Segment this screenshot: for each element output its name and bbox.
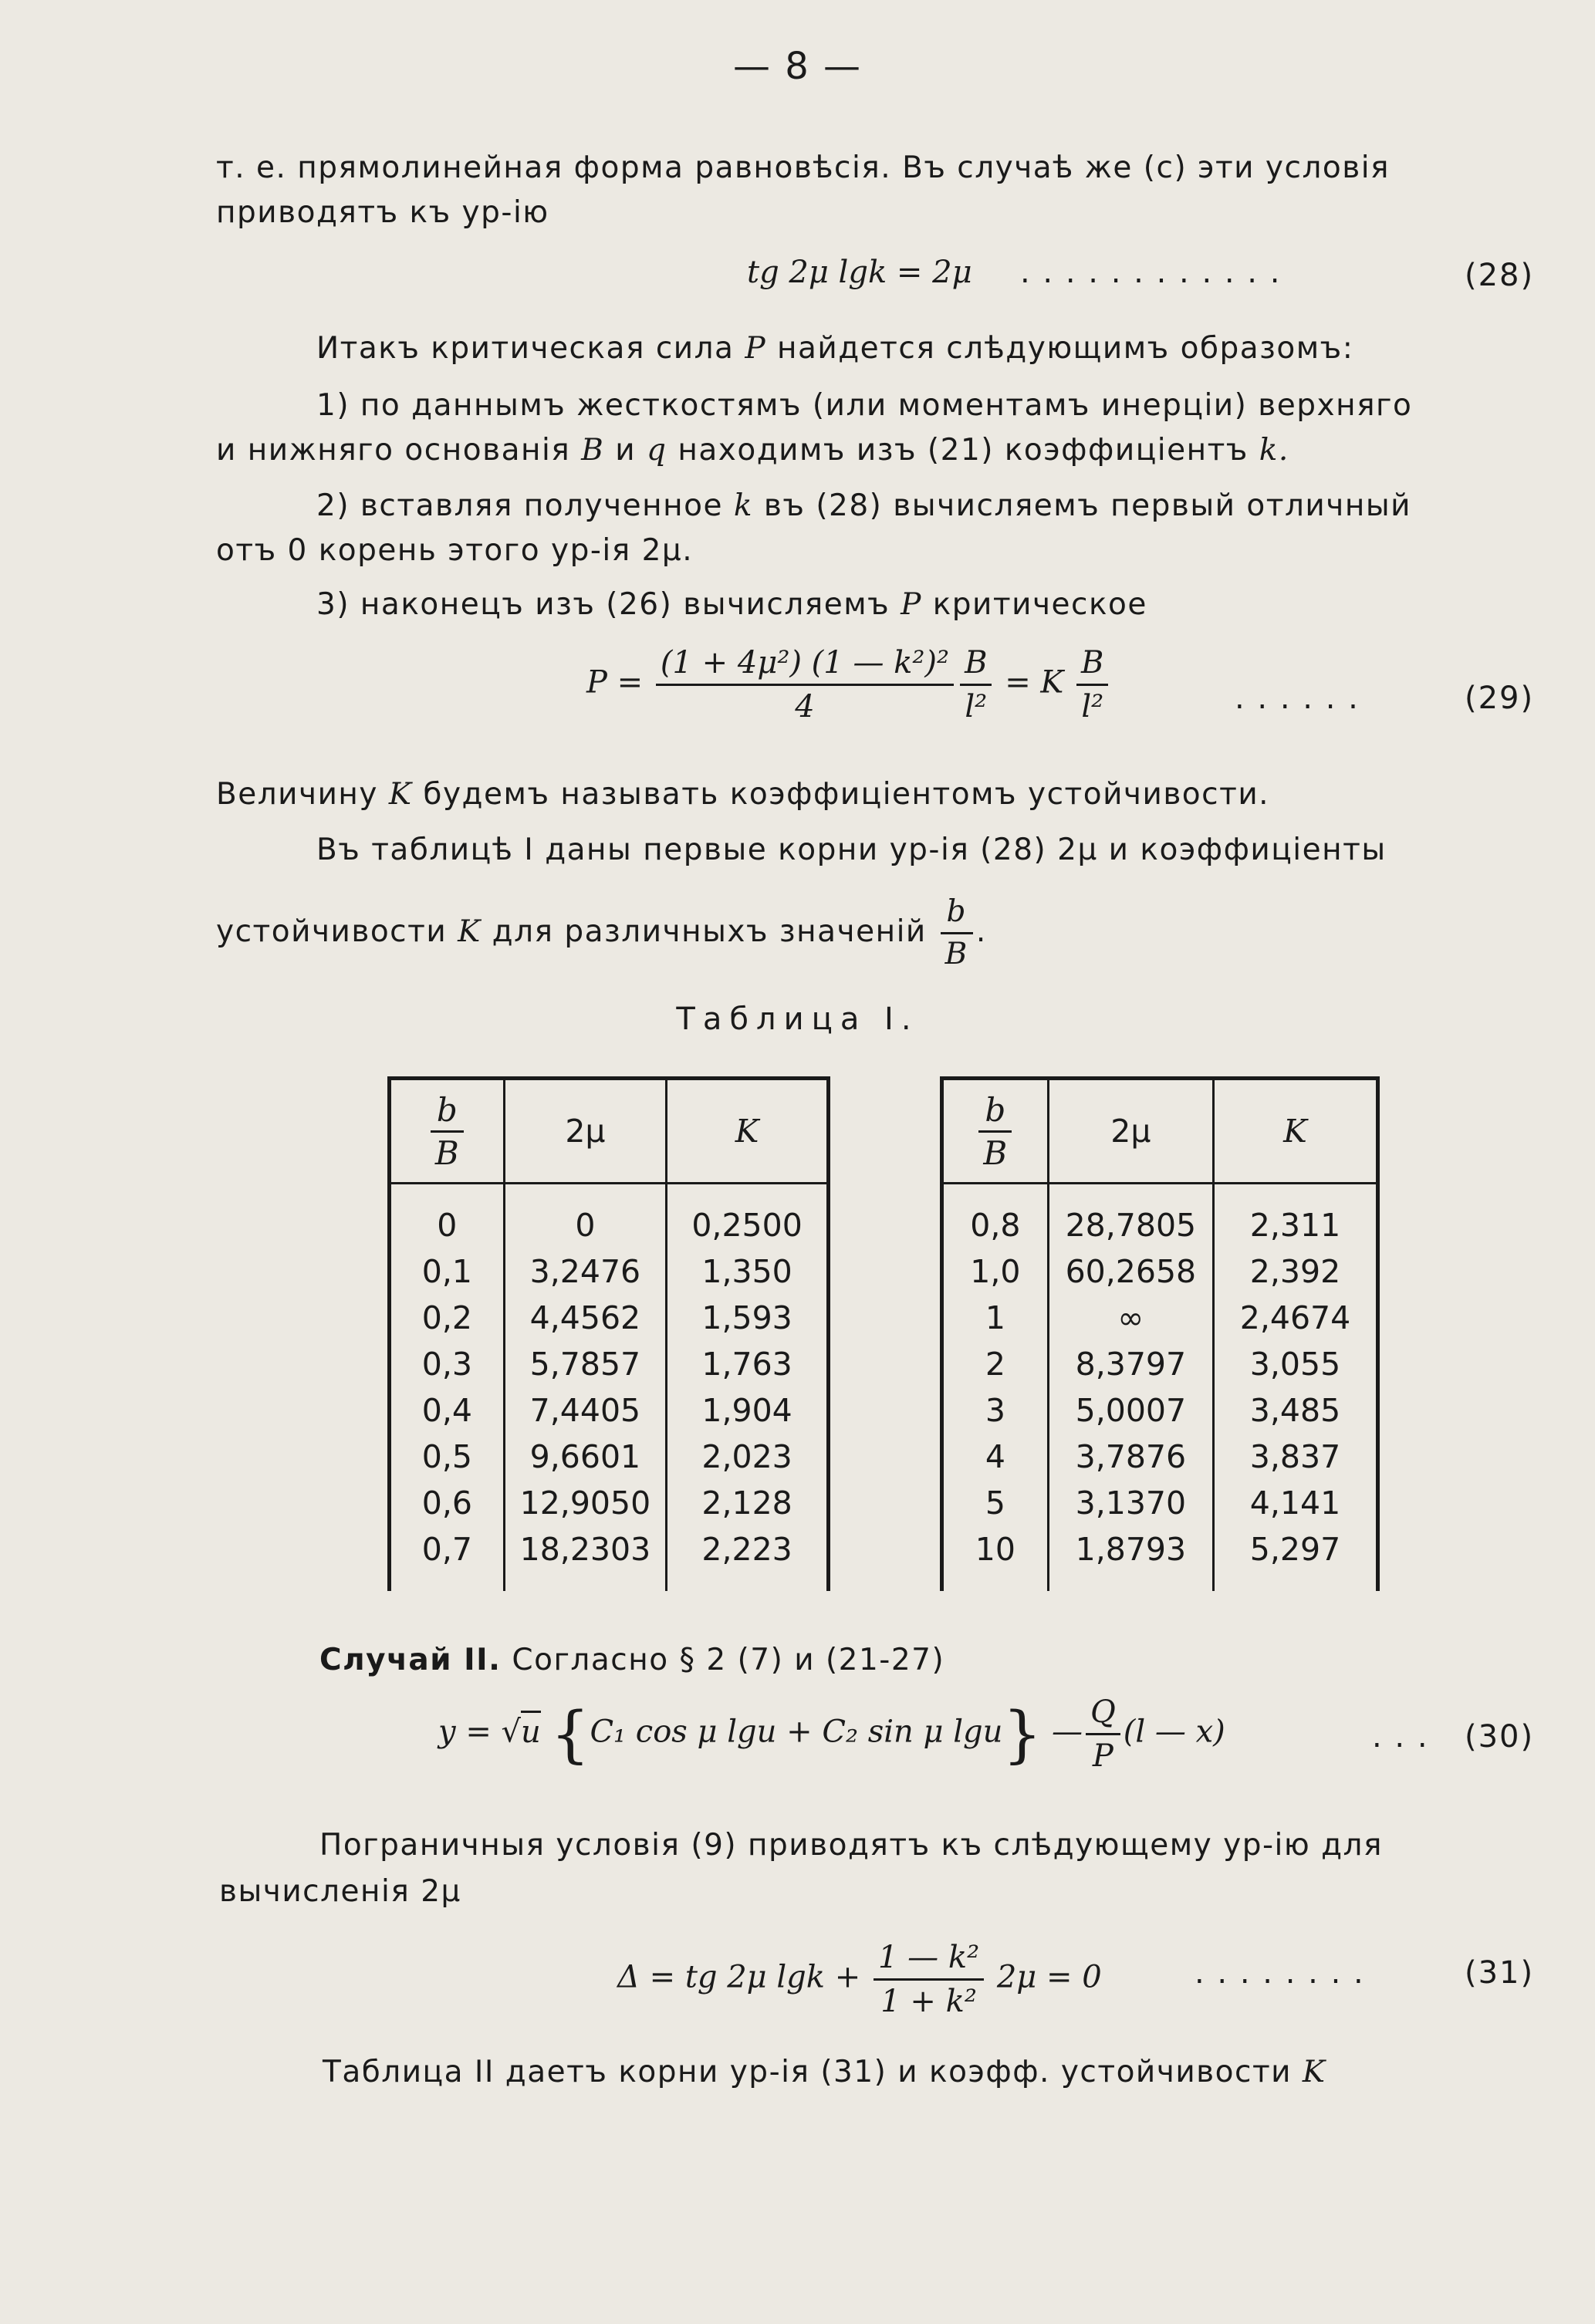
table-row	[390, 1387, 829, 1434]
table-row	[942, 1248, 1378, 1295]
cell: 60,2658	[1048, 1248, 1213, 1295]
cell: ∞	[1048, 1295, 1213, 1341]
cell: 0,6	[390, 1480, 505, 1526]
cell: 5,7857	[504, 1341, 666, 1387]
header-2mu: 2μ	[504, 1079, 666, 1184]
cell: 10	[942, 1526, 1049, 1572]
text-run: и нижняго основанія	[216, 433, 582, 468]
symbol: q	[646, 433, 667, 468]
text-run: Величину	[216, 777, 389, 812]
eq-tail: (l — x)	[1123, 1714, 1225, 1750]
cell: 3	[942, 1387, 1049, 1434]
table-row	[942, 1387, 1378, 1434]
cell: 3,055	[1213, 1341, 1377, 1387]
cell: 2,128	[667, 1480, 829, 1526]
equation-number: (28)	[1465, 258, 1535, 293]
equation-dots: . . . . . .	[1235, 681, 1360, 716]
symbol: K	[458, 914, 482, 949]
table-row	[390, 1434, 829, 1480]
eq-lhs: y =	[438, 1714, 492, 1750]
equation-dots: . . . . . . . . . . . .	[1020, 255, 1282, 290]
symbol: P	[745, 331, 767, 366]
equation-30	[438, 1694, 1225, 1774]
denominator: 4	[795, 689, 815, 725]
denominator: 1 + k²	[880, 1984, 977, 2019]
cell: 5,297	[1213, 1526, 1377, 1572]
fraction	[656, 645, 954, 725]
table-row	[942, 1434, 1378, 1480]
cell: 2	[942, 1341, 1049, 1387]
cell: 1,593	[667, 1295, 829, 1341]
table-header	[942, 1079, 1378, 1184]
header-K: K	[667, 1079, 829, 1184]
paragraph-line	[216, 426, 1289, 475]
table-row	[390, 1526, 829, 1572]
text-run: будемъ называть коэффиціентомъ устойчивости.	[412, 777, 1270, 812]
text-run: 3) наконецъ изъ (26) вычисляемъ	[316, 587, 901, 622]
case-heading: Случай II.	[319, 1643, 502, 1677]
table-row	[390, 1248, 829, 1295]
cell: 8,3797	[1048, 1341, 1213, 1387]
brace-content: C₁ cos μ lgu + C₂ sin μ lgu	[590, 1714, 1003, 1750]
cell: 18,2303	[504, 1526, 666, 1572]
equation-dots: . . .	[1372, 1719, 1429, 1755]
denominator: B	[944, 937, 968, 971]
cell: 4,4562	[504, 1295, 666, 1341]
equation-number: (29)	[1465, 681, 1535, 716]
cell: 0,7	[390, 1526, 505, 1572]
numerator: B	[1076, 645, 1108, 686]
header-K: K	[1213, 1079, 1377, 1184]
equation-28: tg 2μ lgk = 2μ	[747, 255, 972, 290]
equation-29	[586, 645, 1111, 725]
eq-lhs: P =	[586, 664, 644, 701]
cell: 0,3	[390, 1341, 505, 1387]
denominator: P	[1092, 1738, 1113, 1774]
denominator: l²	[965, 689, 988, 725]
cell: 2,392	[1213, 1248, 1377, 1295]
paragraph-line	[316, 481, 1411, 531]
header-b-over-B	[942, 1079, 1049, 1184]
paragraph-line	[216, 770, 1269, 819]
sqrt-arg: u	[521, 1711, 541, 1750]
text-run: находимъ изъ (21) коэффиціентъ	[667, 433, 1259, 468]
table-left	[387, 1076, 830, 1591]
text-run: критическое	[921, 587, 1147, 622]
fraction	[1086, 1694, 1120, 1774]
paragraph-line: приводятъ къ ур-iю	[216, 195, 549, 230]
sqrt-sign: √	[501, 1714, 522, 1750]
cell: 3,2476	[504, 1248, 666, 1295]
equation-number: (31)	[1465, 1955, 1535, 1991]
right-brace: }	[1002, 1698, 1042, 1770]
equation-31	[617, 1940, 1102, 2019]
table-row	[942, 1526, 1378, 1572]
eq-mid: = K	[1005, 664, 1064, 701]
cell: 12,9050	[504, 1480, 666, 1526]
cell: 2,311	[1213, 1202, 1377, 1248]
cell: 28,7805	[1048, 1202, 1213, 1248]
denominator: l²	[1081, 689, 1104, 725]
eq-rhs: 2μ = 0	[996, 1959, 1102, 1995]
text-run: 2) вставляя полученное	[316, 488, 734, 523]
paragraph-line: Пограничныя условія (9) приводятъ къ слѣдующему ур-iю для	[319, 1828, 1383, 1863]
paragraph-line	[316, 580, 1147, 630]
cell: 2,023	[667, 1434, 829, 1480]
cell: 2,4674	[1213, 1295, 1377, 1341]
cell: 0	[504, 1202, 666, 1248]
cell: 1,904	[667, 1387, 829, 1434]
paragraph-line	[319, 1636, 944, 1685]
cell: 0,5	[390, 1434, 505, 1480]
cell: 3,837	[1213, 1434, 1377, 1480]
table-right	[940, 1076, 1380, 1591]
cell: 0,8	[942, 1202, 1049, 1248]
symbol: k.	[1259, 433, 1289, 468]
table-row	[942, 1202, 1378, 1248]
fraction	[941, 895, 973, 971]
header-num: b	[978, 1091, 1012, 1133]
cell: 2,223	[667, 1526, 829, 1572]
minus-sign: —	[1051, 1714, 1083, 1750]
table-row	[390, 1480, 829, 1526]
cell: 0,2	[390, 1295, 505, 1341]
cell: 0,1	[390, 1248, 505, 1295]
text-run: найдется слѣдующимъ образомъ:	[766, 331, 1354, 366]
fraction	[874, 1940, 984, 2019]
paragraph-line: вычисленія 2μ	[219, 1874, 461, 1909]
cell: 7,4405	[504, 1387, 666, 1434]
cell: 1	[942, 1295, 1049, 1341]
paragraph-line	[323, 2048, 1326, 2097]
paragraph-line: т. е. прямолинейная форма равновѣсія. Въ случаѣ же (с) эти условія	[216, 150, 1391, 185]
cell: 1,763	[667, 1341, 829, 1387]
cell: 3,7876	[1048, 1434, 1213, 1480]
symbol: k	[733, 488, 753, 523]
numerator: b	[941, 895, 973, 934]
eq-lhs: Δ = tg 2μ lgk +	[617, 1959, 861, 1995]
symbol: K	[1302, 2055, 1326, 2089]
cell: 9,6601	[504, 1434, 666, 1480]
spacer-row	[390, 1184, 829, 1202]
text-run: .	[975, 914, 987, 949]
header-num: b	[431, 1091, 464, 1133]
spacer-row	[942, 1572, 1378, 1591]
header-2mu: 2μ	[1048, 1079, 1213, 1184]
text-run: Согласно § 2 (7) и (21-27)	[501, 1643, 945, 1677]
cell: 1,0	[942, 1248, 1049, 1295]
table-row	[942, 1341, 1378, 1387]
text-run: для различныхъ значеній	[481, 914, 938, 949]
table-caption: Таблица I.	[676, 1002, 919, 1037]
equation-number: (30)	[1465, 1719, 1535, 1755]
fraction	[1076, 645, 1108, 725]
text-run: устойчивости	[216, 914, 458, 949]
symbol: P	[901, 587, 922, 622]
fraction	[960, 645, 992, 725]
text-run: Таблица II даетъ корни ур-iя (31) и коэфф. устойчивости	[323, 2055, 1303, 2089]
paragraph-line	[216, 895, 987, 971]
text-run: въ (28) вычисляемъ первый отличный	[753, 488, 1411, 523]
paragraph-line: 1) по даннымъ жесткостямъ (или моментамъ инерціи) верхняго	[316, 388, 1413, 423]
header-den: B	[434, 1133, 459, 1172]
paragraph-line: отъ 0 корень этого ур-iя 2μ.	[216, 533, 694, 568]
cell: 0,4	[390, 1387, 505, 1434]
table-row	[942, 1480, 1378, 1526]
spacer-row	[390, 1572, 829, 1591]
cell: 1,8793	[1048, 1526, 1213, 1572]
cell: 3,485	[1213, 1387, 1377, 1434]
table-row	[390, 1341, 829, 1387]
paragraph-line	[316, 324, 1353, 373]
numerator: Q	[1086, 1694, 1120, 1735]
numerator: (1 + 4μ²) (1 — k²)²	[656, 645, 954, 686]
numerator: 1 — k²	[874, 1940, 984, 1981]
text-run: и	[604, 433, 647, 468]
symbol: B	[581, 433, 605, 468]
table-header	[390, 1079, 829, 1184]
cell: 4,141	[1213, 1480, 1377, 1526]
cell: 5	[942, 1480, 1049, 1526]
cell: 4	[942, 1434, 1049, 1480]
paragraph-line: Въ таблицѣ I даны первые корни ур-iя (28) 2μ и коэффиціенты	[316, 833, 1387, 867]
cell: 1,350	[667, 1248, 829, 1295]
left-brace: {	[550, 1698, 590, 1770]
spacer-row	[942, 1184, 1378, 1202]
cell: 0	[390, 1202, 505, 1248]
symbol: K	[388, 777, 413, 812]
cell: 3,1370	[1048, 1480, 1213, 1526]
header-b-over-B	[390, 1079, 505, 1184]
cell: 0,2500	[667, 1202, 829, 1248]
cell: 5,0007	[1048, 1387, 1213, 1434]
table-row	[942, 1295, 1378, 1341]
text-run: Итакъ критическая сила	[316, 331, 745, 366]
numerator: B	[960, 645, 992, 686]
page-number: — 8 —	[732, 45, 863, 88]
table-row	[390, 1295, 829, 1341]
header-den: B	[983, 1133, 1008, 1172]
table-row	[390, 1202, 829, 1248]
equation-dots: . . . . . . . .	[1195, 1955, 1365, 1991]
